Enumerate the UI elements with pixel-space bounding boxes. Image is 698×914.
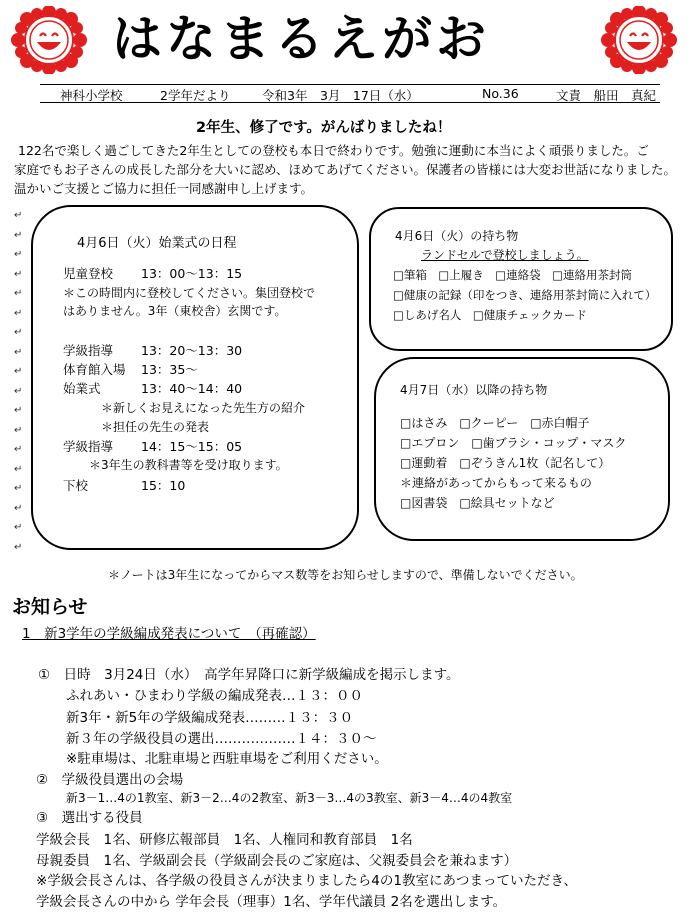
newsletter-name: 2学年だより [160, 88, 231, 103]
notice-line: 学級会長さんの中から 学年会長（理事）1名、学年代議員 2名を選出します。 [36, 894, 507, 910]
notice-line: ③ 選出する役員 [36, 810, 143, 826]
school-name: 神科小学校 [60, 88, 123, 103]
schedule-note: ＊3年生の教科書等を受け取ります。 [89, 458, 288, 472]
notice-line: 新3－1…4の1教室、新3－2…4の2教室、新3－3…4の3教室、新3－4…4の4教室 [66, 791, 513, 805]
notice-line: ① 日時 3月24日（水） 高学年昇降口に新学級編成を掲示します。 [38, 667, 460, 683]
items-apr7-row: □はさみ □クーピー □赤白帽子 [400, 416, 590, 430]
items-apr6-row: □健康の記録（印をつき、連絡用茶封筒に入れて） [393, 288, 657, 302]
schedule-note: ＊新しくお見えになった先生方の紹介 [101, 401, 306, 415]
schedule-row: 下校 15：10 [63, 478, 186, 493]
schedule-note: はありません。3年（東校舎）玄関です。 [63, 304, 287, 318]
notice-line: 新3年・新5年の学級編成発表………１３：３０ [66, 710, 354, 726]
schedule-note: ＊この時間内に登校してください。集団登校で [63, 286, 316, 300]
schedule-box [31, 205, 359, 550]
notice-line: 新３年の学級役員の選出………………１４：３０～ [66, 731, 377, 747]
items-apr7-row: □運動着 □ぞうきん1枚（記名して） [400, 456, 611, 470]
intro-line-3: 温かいご支援とご協力に担任一同感謝申し上げます。 [14, 181, 314, 196]
schedule-row: 始業式 13：40～14：40 [63, 381, 243, 396]
items-apr6-box [369, 207, 673, 351]
oshirase-heading: お知らせ [12, 596, 88, 618]
schedule-title: 4月6日（火）始業式の日程 [77, 236, 237, 251]
items-apr7-row: □図書袋 □絵具セットなど [400, 496, 555, 510]
header-bottom-rule [40, 102, 660, 103]
oshirase-item1-title: 1 新3学年の学級編成発表について （再確認） [22, 626, 316, 642]
items-apr7-row: □エプロン □歯ブラシ・コップ・マスク [400, 436, 627, 450]
schedule-row: 学級指導 14：15～15：05 [63, 439, 243, 454]
items-apr7-title: 4月7日（水）以降の持ち物 [400, 383, 548, 397]
schedule-row: 学級指導 13：20～13：30 [63, 343, 243, 358]
notice-line: ② 学級役員選出の会場 [36, 772, 184, 788]
schedule-row: 児童登校 13：00～13：15 [63, 266, 243, 281]
header-top-rule [40, 84, 660, 85]
items-apr6-title: 4月6日（火）の持ち物 [395, 229, 519, 243]
items-apr6-row: □筆箱 □上履き □連絡袋 □連絡用茶封筒 [393, 268, 632, 282]
issue-date: 令和3年 3月 17日（水） [262, 88, 419, 103]
schedule-row: 体育館入場 13：35～ [63, 362, 198, 377]
notice-line: 母親委員 1名、学級副会長（学級副会長のご家庭は、父親委員会を兼ねます） [36, 853, 518, 869]
paragraph-marks: ↵ ↵ ↵ ↵ ↵ ↵ ↵ ↵ ↵ ↵ ↵ ↵ ↵ ↵ ↵ ↵ ↵ ↵ [14, 210, 23, 553]
intro-line-1: 122名で楽しく過ごしてきた2年生としての登校も本日で終わりです。勉強に運動に本当によく頑張りました。ご [18, 143, 649, 158]
items-apr7-note: ＊連絡があってからもって来るもの [400, 476, 592, 490]
sun-smile-icon-right [600, 6, 678, 74]
notice-line: 学級会長 1名、研修広報部員 1名、人権同和教育部員 1名 [36, 832, 413, 848]
schedule-note: ＊担任の先生の発表 [101, 420, 210, 434]
items-apr6-row: □しあげ名人 □健康チェックカード [393, 308, 587, 322]
note-line: ＊ノートは3年生になってからマス数等をお知らせしますので、準備しないでください。 [108, 568, 583, 582]
notice-line: ふれあい・ひまわり学級の編成発表…１３：００ [66, 688, 363, 704]
intro-line-2: 家庭でもお子さんの成長した部分を大いに認め、ほめてあげてください。保護者の皆様には大変お世話になりました。 [14, 162, 677, 177]
notice-line: ※駐車場は、北駐車場と西駐車場をご利用ください。 [66, 751, 388, 767]
author: 文責 船田 真紀 [556, 88, 657, 103]
issue-number: No.36 [482, 86, 519, 101]
headline: 2年生、修了です。がんばりましたね！ [196, 120, 452, 136]
notice-line: ※学級会長さんは、各学級の役員さんが決まりましたら4の1教室にあつまっていただき、 [36, 873, 577, 889]
newsletter-title: はなまるえがお [112, 10, 490, 68]
sun-smile-icon-left [10, 6, 88, 74]
items-apr7-box [374, 357, 670, 541]
items-apr6-subtitle: ランドセルで登校しましょう。 [421, 248, 589, 262]
